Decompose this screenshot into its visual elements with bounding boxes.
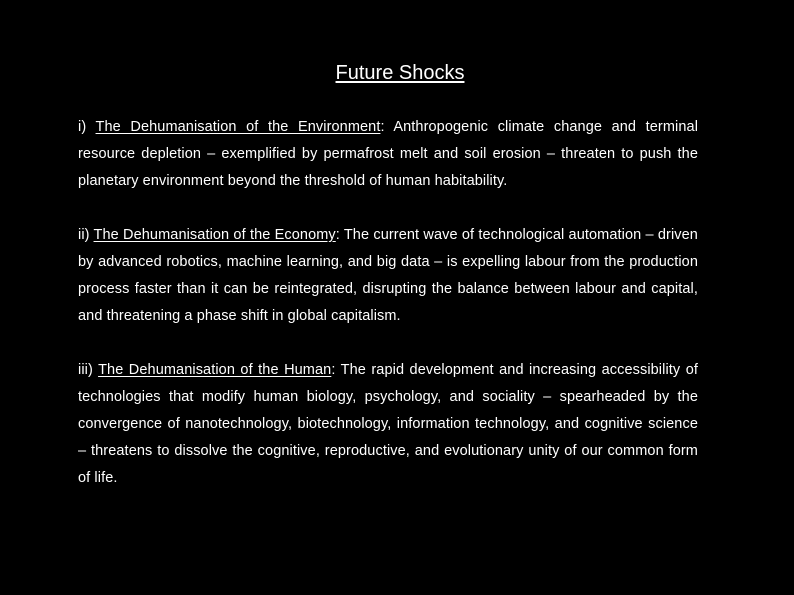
- item-marker: ii): [78, 227, 94, 243]
- item-body: : Anthropogenic climate change and terminal resource depletion – exemplified by permafrost melt and soil erosion – threaten to push the planetary environment beyond the threshold of human habitability.: [78, 119, 699, 189]
- item-marker: iii): [78, 362, 99, 378]
- slide-title-text: Future Shocks: [335, 62, 465, 84]
- item-heading: The Dehumanisation of the Human: [98, 362, 332, 378]
- item-body: : The rapid development and increasing accessibility of technologies that modify human biology, psychology, and sociality – spearheaded by the convergence of nanotechnology, biotechnology, information technology, and cognitive science – threatens to dissolve the cognitive, reproductive, and evolutionary unity of our common form of life.: [78, 362, 698, 486]
- slide-title: [0, 60, 794, 86]
- shock-item-human: [78, 357, 698, 492]
- shock-item-economy: [78, 222, 698, 330]
- item-heading: The Dehumanisation of the Environment: [95, 119, 381, 135]
- shock-item-environment: [78, 114, 698, 195]
- item-marker: i): [78, 119, 96, 135]
- item-heading: The Dehumanisation of the Economy: [93, 227, 336, 243]
- item-body: : The current wave of technological automation – driven by advanced robotics, machine learning, and big data – is expelling labour from the production process faster than it can be reintegrated, disrupting the balance between labour and capital, and threatening a phase shift in global capitalism.: [78, 227, 698, 324]
